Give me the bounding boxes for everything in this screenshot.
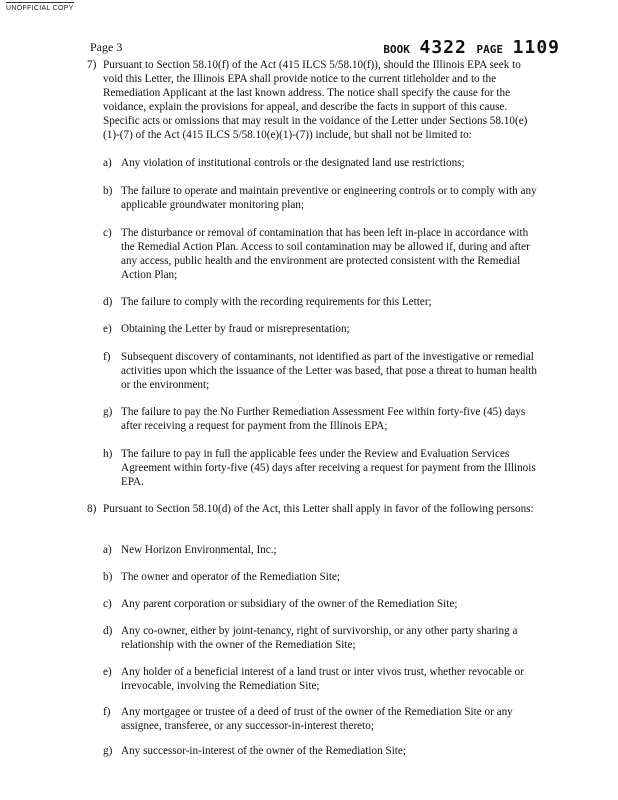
item-text: Any holder of a beneficial interest of a land trust or inter vivos trust, whether revocable or irrevocable, involving the Remediation Site; — [121, 666, 524, 692]
item-letter: h) — [103, 448, 113, 460]
item-text: Obtaining the Letter by fraud or misrepresentation; — [121, 323, 350, 335]
book-number: 4322 — [419, 37, 467, 58]
unofficial-copy-stamp: UNOFFICIAL COPY — [6, 2, 74, 12]
item-text: The failure to comply with the recording requirements for this Letter; — [121, 296, 432, 308]
item-letter: g) — [103, 745, 113, 757]
item-letter: d) — [103, 625, 113, 637]
page-label: Page 3 — [90, 40, 123, 54]
item-text: The failure to operate and maintain preventive or engineering controls or to comply with any applicable groundwater monitoring plan; — [121, 185, 537, 211]
item-text: Any mortgagee or trustee of a deed of trust of the owner of the Remediation Site or any assignee, transferee, or any successor-in-interest thereto; — [121, 706, 513, 732]
page-number: 1109 — [512, 37, 560, 58]
item-text: Any co-owner, either by joint-tenancy, right of survivorship, or any other party sharing a relationship with the owner of the Remediation Site; — [121, 625, 518, 651]
item-letter: g) — [103, 406, 113, 418]
item-letter: e) — [103, 323, 112, 335]
section-intro: Pursuant to Section 58.10(d) of the Act, this Letter shall apply in favor of the following persons: — [103, 503, 534, 515]
item-letter: b) — [103, 571, 113, 583]
item-letter: e) — [103, 666, 112, 678]
book-page-reference — [383, 37, 560, 58]
item-letter: f) — [103, 706, 111, 718]
item-text: Any parent corporation or subsidiary of the owner of the Remediation Site; — [121, 598, 458, 610]
item-text: Any violation of institutional controls or the designated land use restrictions; — [121, 157, 465, 169]
item-letter: c) — [103, 227, 112, 239]
item-letter: c) — [103, 598, 112, 610]
section-number: 8) — [87, 503, 97, 515]
section-number: 7) — [87, 59, 97, 71]
page-word: PAGE — [476, 43, 503, 56]
item-text: The disturbance or removal of contamination that has been left in-place in accordance with the Remedial Action Plan. Access to soil contamination may be allowed if, during and after any access, public health and the environment are protected consistent with the Remedial Action Plan; — [121, 227, 530, 281]
item-text: New Horizon Environmental, Inc.; — [121, 544, 277, 556]
item-letter: d) — [103, 296, 113, 308]
item-letter: f) — [103, 351, 111, 363]
item-text: Subsequent discovery of contaminants, not identified as part of the investigative or remedial activities upon which the issuance of the Letter was based, that pose a threat to human health or the environment; — [121, 351, 537, 391]
item-letter: a) — [103, 544, 112, 556]
section-intro: Pursuant to Section 58.10(f) of the Act (415 ILCS 5/58.10(f)), should the Illinois EPA seek to void this Letter, the Illinois EPA shall provide notice to the current titleholder and to the Remediation Applicant at the last known address. The notice shall specify the cause for the voidance, explain the provisions for appeal, and describe the facts in support of this cause. Specific acts or omissions that may result in the voidance of the Letter under Sections 58.10(e)(1)-(7) of the Act (415 ILCS 5/58.10(e)(1)-(7)) include, but shall not be limited to: — [103, 59, 528, 141]
item-text: The failure to pay the No Further Remediation Assessment Fee within forty-five (45) days after receiving a request for payment from the Illinois EPA; — [121, 406, 526, 432]
item-text: The owner and operator of the Remediation Site; — [121, 571, 341, 583]
item-text: Any successor-in-interest of the owner of the Remediation Site; — [121, 745, 406, 757]
item-letter: a) — [103, 157, 112, 169]
item-letter: b) — [103, 185, 113, 197]
item-text: The failure to pay in full the applicable fees under the Review and Evaluation Services Agreement within forty-five (45) days after receiving a request for payment from the Illinois EPA. — [121, 448, 536, 488]
book-label: BOOK — [383, 43, 410, 56]
